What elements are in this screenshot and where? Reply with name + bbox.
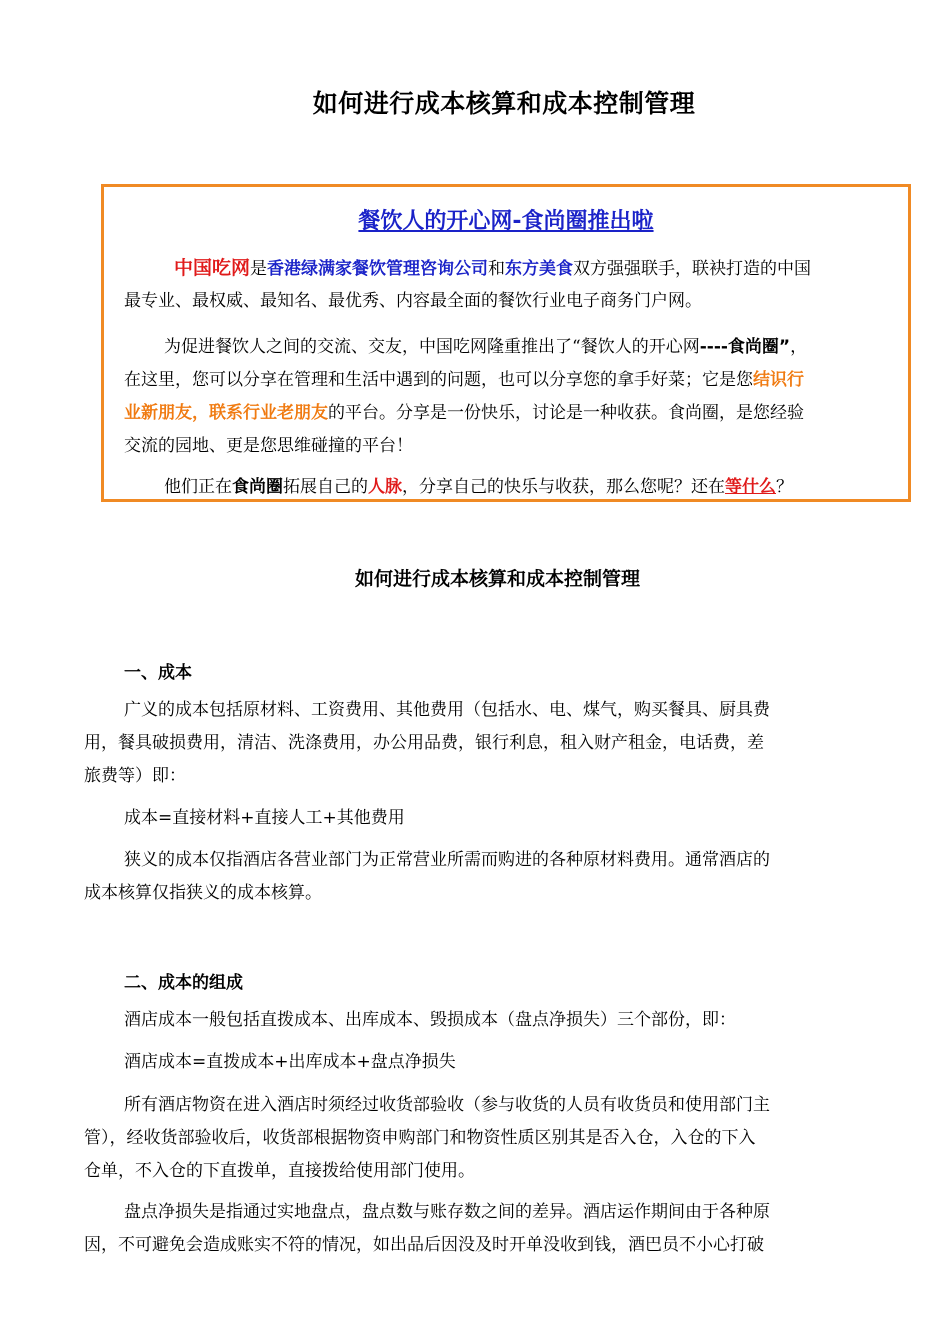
text-bold: 食尚圈 (232, 477, 283, 497)
site-name-link[interactable]: 中国吃网 (174, 257, 251, 279)
text: ？ (776, 477, 793, 497)
promo-paragraph-1-line-2: 最专业、最权威、最知名、最优秀、内容最全面的餐饮行业电子商务门户网。 (124, 291, 702, 311)
highlight-red: 人脉 (368, 477, 402, 497)
text: 是 (250, 259, 268, 279)
text: 双方强强联手，联袂打造的中国 (573, 259, 812, 279)
promo-title[interactable]: 餐饮人的开心网-食尚圈推出啦 (358, 209, 654, 234)
section-2-paragraph-1: 酒店成本一般包括直拨成本、出库成本、毁损成本（盘点净损失）三个部份，即： (124, 1010, 736, 1030)
highlight-orange: 结识行 (753, 370, 804, 390)
promo-paragraph-2-line-2 (124, 370, 804, 390)
text: ，分享自己的快乐与收获，那么您呢？还在 (402, 477, 725, 497)
promo-paragraph-2-line-4: 交流的园地、更是您思维碰撞的平台！ (124, 436, 413, 456)
what-are-you-waiting-link[interactable]: 等什么 (725, 477, 776, 497)
text: 和 (488, 259, 506, 279)
section-1-formula: 成本=直接材料+直接人工+其他费用 (124, 808, 405, 828)
section-2-paragraph-2-line-1: 所有酒店物资在进入酒店时须经过收货部验收（参与收货的人员有收货员和使用部门主 (124, 1095, 770, 1115)
document-title: 如何进行成本核算和成本控制管理 (312, 89, 696, 118)
text: 为促进餐饮人之间的交流、交友，中国吃网隆重推出了“餐饮人的开心网 (164, 337, 700, 357)
promo-paragraph-2-line-1 (164, 337, 807, 357)
promo-paragraph-3 (164, 477, 793, 497)
promo-paragraph-2-line-3 (124, 403, 804, 423)
section-2-heading: 二、成本的组成 (124, 973, 243, 993)
text: 拓展自己的 (283, 477, 368, 497)
section-2-paragraph-3-line-2: 因，不可避免会造成账实不符的情况，如出品后因没及时开单没收到钱，酒巴员不小心打破 (84, 1235, 764, 1255)
promo-paragraph-1-line-1 (124, 258, 811, 279)
section-2-paragraph-2-line-2: 管），经收货部验收后，收货部根据物资申购部门和物资性质区别其是否入仓，入仓的下入 (84, 1128, 756, 1148)
text-bold: ----食尚圈” (699, 337, 791, 357)
section-1-paragraph-2-line-1: 狭义的成本仅指酒店各营业部门为正常营业所需而购进的各种原材料费用。通常酒店的 (124, 850, 770, 870)
text: 他们正在 (164, 477, 232, 497)
section-2-paragraph-3-line-1: 盘点净损失是指通过实地盘点，盘点数与账存数之间的差异。酒店运作期间由于各种原 (124, 1202, 770, 1222)
text: ， (790, 337, 808, 357)
document-subtitle: 如何进行成本核算和成本控制管理 (354, 568, 640, 590)
section-2-paragraph-2-line-3: 仓单，不入仓的下直拨单，直接拨给使用部门使用。 (84, 1161, 475, 1181)
text: 的平台。分享是一份快乐，讨论是一种收获。食尚圈，是您经验 (328, 403, 804, 423)
section-1-paragraph-2-line-2: 成本核算仅指狭义的成本核算。 (84, 883, 322, 903)
company-link-2[interactable]: 东方美食 (505, 259, 574, 279)
company-link-1[interactable]: 香港绿满家餐饮管理咨询公司 (267, 259, 489, 279)
section-1-heading: 一、成本 (124, 663, 192, 683)
section-1-paragraph-1-line-2: 用，餐具破损费用，清洁、洗涤费用，办公用品费，银行利息，租入财产租金，电话费，差 (84, 733, 764, 753)
highlight-orange: 业新朋友，联系行业老朋友 (124, 403, 328, 423)
section-2-formula: 酒店成本=直拨成本+出库成本+盘点净损失 (124, 1052, 456, 1072)
section-1-paragraph-1-line-1: 广义的成本包括原材料、工资费用、其他费用（包括水、电、煤气，购买餐具、厨具费 (124, 700, 770, 720)
section-1-paragraph-1-line-3: 旅费等）即： (84, 766, 186, 786)
text: 在这里，您可以分享在管理和生活中遇到的问题，也可以分享您的拿手好菜；它是您 (124, 370, 753, 390)
